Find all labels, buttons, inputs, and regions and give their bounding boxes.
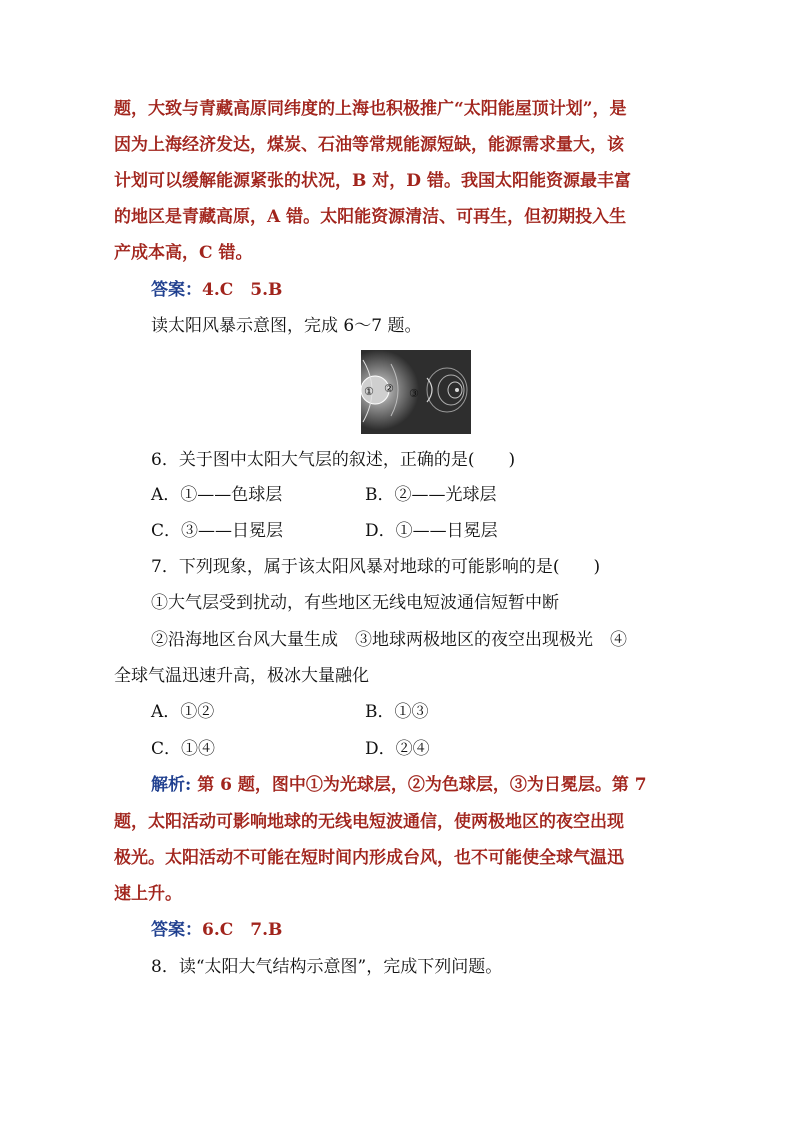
q7-item-line: ②沿海地区台风大量生成 ③地球两极地区的夜空出现极光 ④ [151, 630, 627, 650]
answer-row [151, 919, 282, 941]
explanation-line: 计划可以缓解能源紧张的状况，B 对，D 错。我国太阳能资源最丰富 [114, 171, 631, 191]
q6-option-b: B．②——光球层 [365, 485, 497, 505]
explanation-row [151, 774, 647, 796]
q7-item-line: ①大气层受到扰动，有些地区无线电短波通信短暂中断 [151, 593, 559, 613]
q8-stem: 8．读“太阳大气结构示意图”，完成下列问题。 [151, 957, 503, 977]
answer-row [151, 279, 282, 301]
figure-label-1: ① [364, 385, 374, 398]
explanation-line: 极光。太阳活动不可能在短时间内形成台风，也不可能使全球气温迅 [114, 848, 624, 868]
q6-option-d: D．①——日冕层 [365, 521, 498, 541]
q7-option-b: B．①③ [365, 702, 429, 722]
answer-value: 6.C 7.B [202, 920, 283, 940]
explanation-line: 第 6 题，图中①为光球层，②为色球层，③为日冕层。第 7 [191, 775, 647, 795]
solar-storm-image [361, 350, 471, 434]
figure-label-2: ② [384, 382, 394, 395]
explanation-line: 题，太阳活动可影响地球的无线电短波通信，使两极地区的夜空出现 [114, 812, 624, 832]
q7-option-a: A．①② [151, 702, 215, 722]
explanation-line: 因为上海经济发达，煤炭、石油等常规能源短缺，能源需求量大，该 [114, 135, 624, 155]
figure-label-3: ③ [409, 387, 419, 400]
answer-value: 4.C 5.B [202, 280, 283, 300]
q7-option-d: D．②④ [365, 739, 430, 759]
q7-option-c: C．①④ [151, 739, 216, 759]
explanation-line: 的地区是青藏高原，A 错。太阳能资源清洁、可再生，但初期投入生 [114, 207, 627, 227]
answer-label: 答案： [151, 280, 202, 300]
explanation-line: 题，大致与青藏高原同纬度的上海也积极推广“太阳能屋顶计划”，是 [114, 99, 627, 119]
solar-storm-figure [361, 350, 471, 434]
explanation-label: 解析: [151, 775, 192, 795]
answer-label: 答案： [151, 920, 202, 940]
explanation-line: 速上升。 [114, 884, 182, 904]
q6-option-c: C．③——日冕层 [151, 521, 284, 541]
q7-item-line: 全球气温迅速升高，极冰大量融化 [114, 666, 369, 686]
explanation-line: 产成本高，C 错。 [114, 243, 253, 263]
q6-option-a: A．①——色球层 [151, 485, 283, 505]
q7-stem: 7．下列现象，属于该太阳风暴对地球的可能影响的是( ) [151, 557, 601, 577]
question-intro: 读太阳风暴示意图，完成 6～7 题。 [151, 316, 422, 336]
q6-stem: 6．关于图中太阳大气层的叙述，正确的是( ) [151, 450, 516, 470]
